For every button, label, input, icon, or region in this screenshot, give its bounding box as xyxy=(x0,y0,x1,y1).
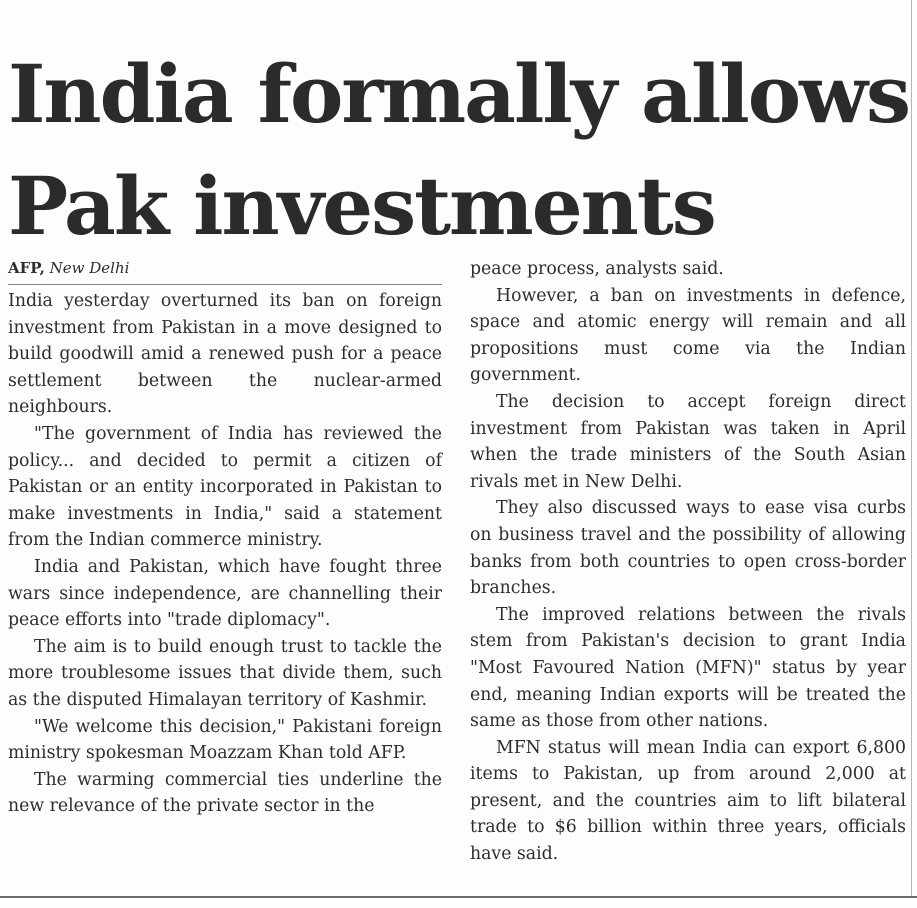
byline xyxy=(8,256,442,285)
paragraph: India yesterday overturned its ban on foreign investment from Pakistan in a move designed to build goodwill amid a renewed push for a peace settlement between the nuclear-armed neighbours. xyxy=(8,291,442,418)
bottom-rule xyxy=(0,896,917,898)
paragraph: MFN status will mean India can export 6,800 items to Pakistan, up from around 2,000 at present, and the countries aim to lift bilateral trade to $6 billion within three years, officials have said. xyxy=(470,737,906,865)
article-column-left xyxy=(8,256,442,820)
headline-line-1: India formally allows xyxy=(8,47,910,141)
byline-agency: AFP, xyxy=(8,259,45,277)
paragraph: "We welcome this decision," Pakistani foreign ministry spokesman Moazzam Khan told AFP. xyxy=(8,716,442,764)
article-headline xyxy=(8,38,908,262)
headline-line-2: Pak investments xyxy=(8,159,715,253)
paragraph: "The government of India has reviewed the policy... and decided to permit a citizen of Pakistan or an entity incorporated in Pakistan to make investments in India," said a statement from the Indian commerce ministry. xyxy=(8,423,442,551)
paragraph: India and Pakistan, which have fought three wars since independence, are channelling their peace efforts into "trade diplomacy". xyxy=(8,556,442,631)
paragraph: The decision to accept foreign direct investment from Pakistan was taken in April when the trade ministers of the South Asian rivals met in New Delhi. xyxy=(470,391,906,492)
paragraph: The aim is to build enough trust to tackle the more troublesome issues that divide them, such as the disputed Himalayan territory of Kashmir. xyxy=(8,636,442,710)
article-column-right xyxy=(470,256,906,868)
paragraph-continuation: peace process, analysts said. xyxy=(470,259,724,279)
paragraph: They also discussed ways to ease visa curbs on business travel and the possibility of allowing banks from both countries to open cross-border branches. xyxy=(470,498,906,599)
column-edge-rule xyxy=(911,0,912,896)
paragraph: The warming commercial ties underline the new relevance of the private sector in the xyxy=(8,769,442,817)
byline-place: New Delhi xyxy=(49,259,130,277)
paragraph: The improved relations between the rivals stem from Pakistan's decision to grant India "Most Favoured Nation (MFN)" status by year end, meaning Indian exports will be treated the same as those from other nations. xyxy=(470,604,906,732)
paragraph: However, a ban on investments in defence, space and atomic energy will remain and all propositions must come via the Indian government. xyxy=(470,285,906,386)
